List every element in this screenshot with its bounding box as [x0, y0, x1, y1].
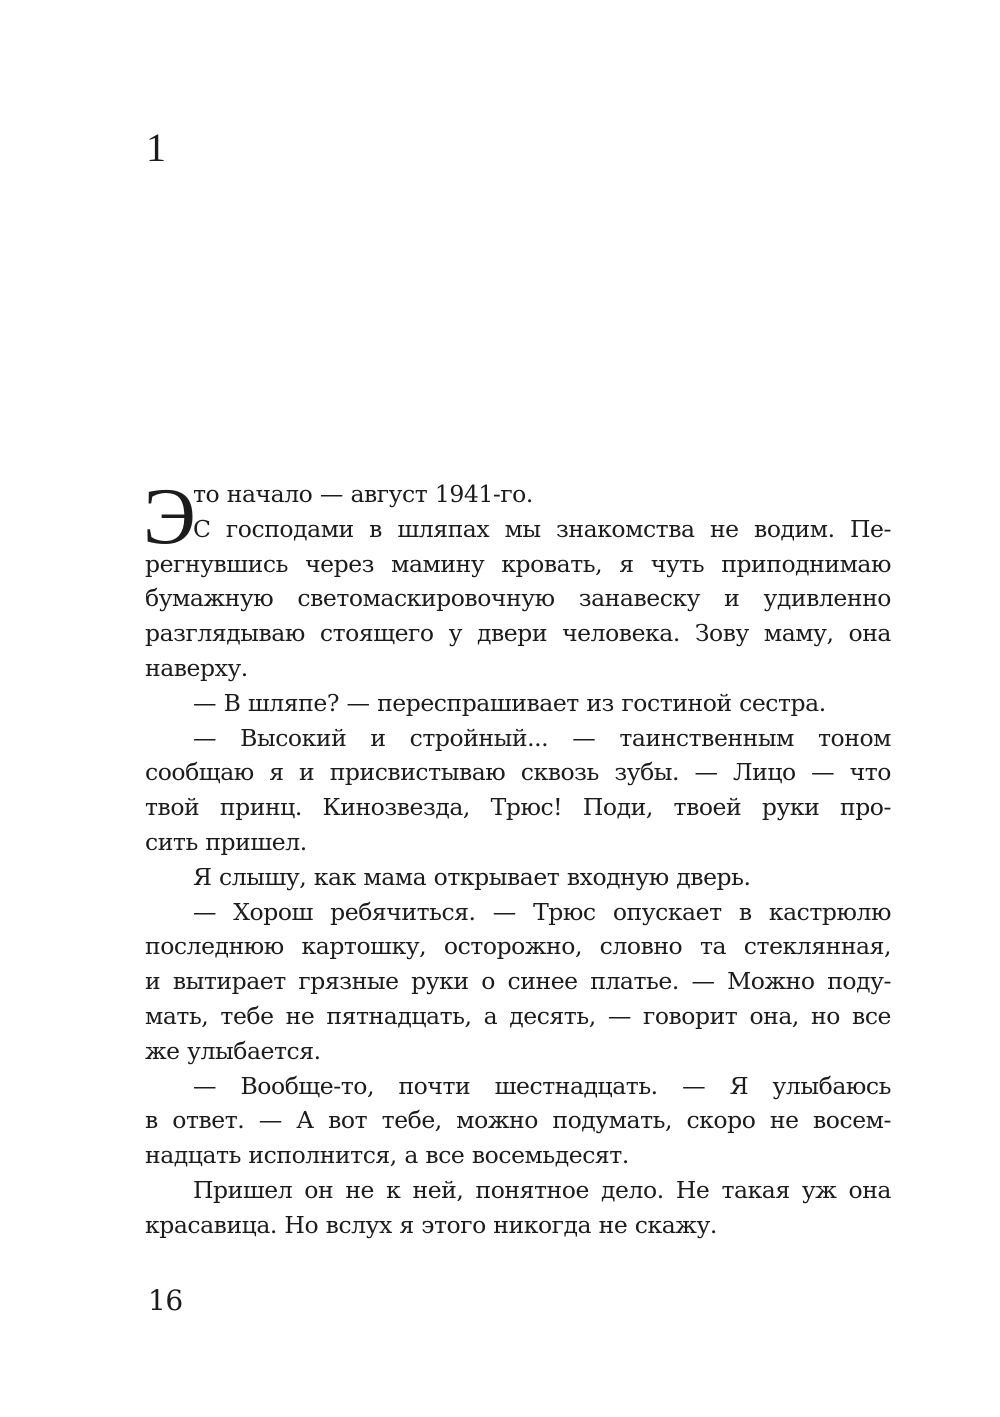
text-line: наверху.	[145, 653, 248, 682]
text-line: — В шляпе? — переспрашивает из гостиной сестра.	[193, 688, 826, 717]
text-line: надцать исполнится, а все восемьдесят.	[145, 1141, 629, 1170]
text-line: и вытирает грязные руки о синее платье. — Можно поду-	[145, 967, 891, 996]
text-line: в ответ. — А вот тебе, можно подумать, скоро не восем-	[145, 1106, 891, 1135]
text-line: твой принц. Кинозвезда, Трюс! Поди, твоей руки про-	[145, 793, 891, 822]
text-line: С господами в шляпах мы знакомства не водим. Пе-	[193, 514, 891, 543]
text-line: то начало — август 1941-го.	[193, 480, 533, 508]
text-line: красавица. Но вслух я этого никогда не скажу.	[145, 1210, 717, 1239]
text-line: же улыбается.	[145, 1036, 321, 1065]
text-line: последнюю картошку, осторожно, словно та стеклянная,	[145, 932, 891, 961]
chapter-number: 1	[146, 125, 166, 170]
text-line: Я слышу, как мама открывает входную дверь.	[193, 862, 751, 891]
text-line: — Хорош ребячиться. — Трюс опускает в кастрюлю	[193, 897, 891, 926]
text-line: регнувшись через мамину кровать, я чуть приподнимаю	[145, 549, 891, 578]
text-line: разглядываю стоящего у двери человека. Зову маму, она	[145, 619, 891, 648]
text-line: мать, тебе не пятнадцать, а десять, — говорит она, но все	[145, 1001, 891, 1030]
page-number: 16	[148, 1284, 183, 1317]
text-line: сообщаю я и присвистываю сквозь зубы. — Лицо — что	[145, 758, 891, 787]
text-line: — Вообще-то, почти шестнадцать. — Я улыбаюсь	[193, 1071, 891, 1100]
text-line: сить пришел.	[145, 827, 307, 856]
text-line: бумажную светомаскировочную занавеску и удивленно	[145, 584, 891, 613]
text-line: Пришел он не к ней, понятное дело. Не такая уж она	[193, 1175, 891, 1204]
dropcap: Э	[143, 473, 196, 561]
text-line: — Высокий и стройный... — таинственным тоном	[193, 723, 891, 752]
text-block	[143, 473, 891, 1243]
